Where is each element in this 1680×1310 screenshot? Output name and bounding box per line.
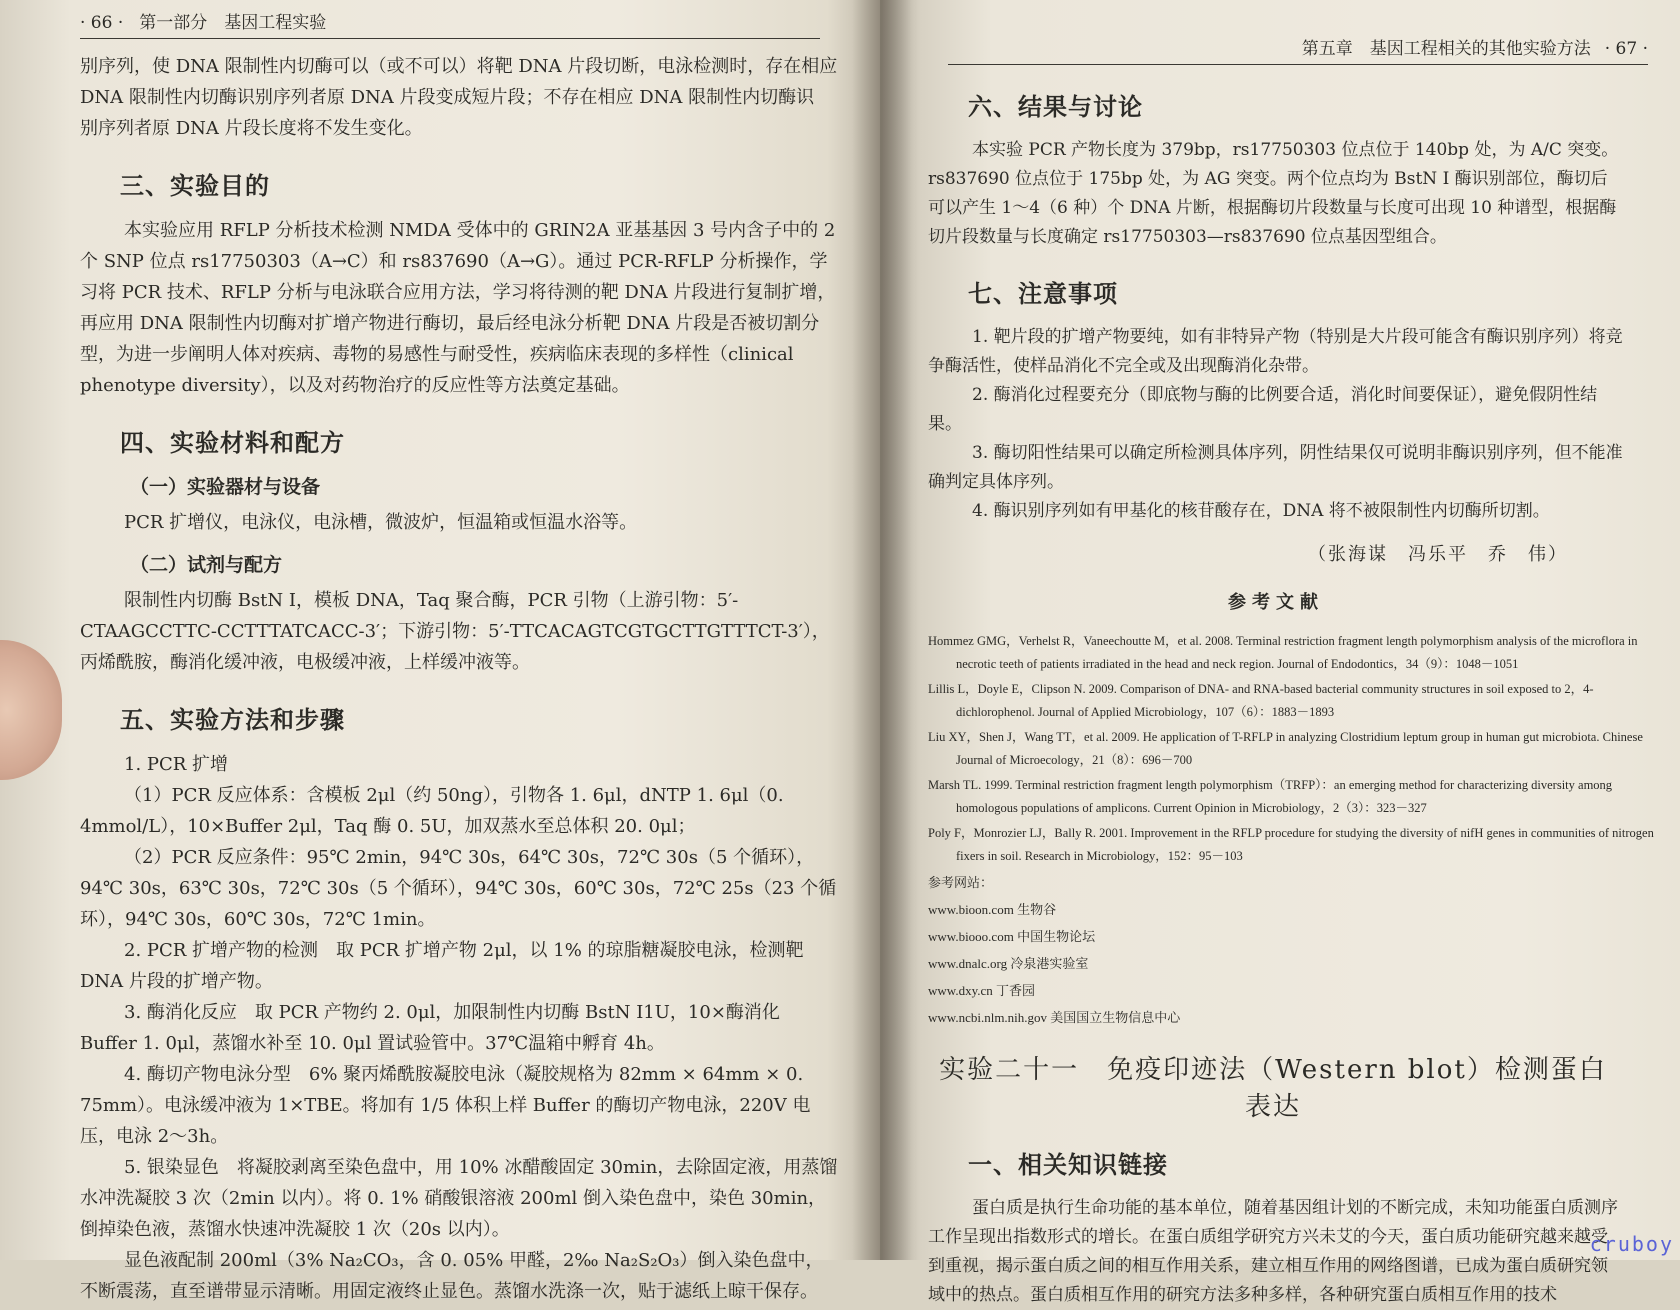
left-running-header bbox=[80, 8, 820, 39]
left-page-number: · 66 · bbox=[80, 13, 124, 33]
section-4-sub2-text: 限制性内切酶 BstN I，模板 DNA，Taq 聚合酶，PCR 引物（上游引物：5′-CTAAGCCTTC-CCTTTATCACC-3′；下游引物：5′-TTCACAGTCGTGCTTGTTTCT-3′），丙烯酰胺，酶消化缓冲液，电极缓冲液，上样缓冲液等。 bbox=[80, 590, 830, 673]
right-chapter-title: 第五章 基因工程相关的其他实验方法 bbox=[1301, 39, 1591, 59]
left-part-title: 第一部分 基因工程实验 bbox=[139, 13, 327, 33]
section-3-heading: 三、实验目的 bbox=[120, 172, 270, 200]
website-item: www.biooo.com 中国生物论坛 bbox=[928, 929, 1096, 944]
right-page bbox=[880, 0, 1680, 1305]
reference-item: Liu XY，Shen J，Wang TT，et al. 2009. He application of T-RFLP in analyzing Clostridium leptum group in human gut microbiota. Chinese Journal of Microecology，21（8）：696－700 bbox=[928, 730, 1643, 767]
step-para: （2）PCR 反应条件：95℃ 2min，94℃ 30s，64℃ 30s，72℃ 30s（5 个循环），94℃ 30s，63℃ 30s，72℃ 30s（5 个循环），94℃ 30s，60℃ 30s，72℃ 25s（23 个循环），94℃ 30s，60℃ 30s，72℃ 1min。 bbox=[80, 847, 837, 930]
references-heading: 参考文献 bbox=[1228, 592, 1324, 613]
step-para: 2. PCR 扩增产物的检测 取 PCR 扩增产物 2μl，以 1% 的琼脂糖凝胶电泳，检测靶 DNA 片段的扩增产物。 bbox=[80, 940, 804, 992]
step-para: （1）PCR 反应体系：含模板 2μl（约 50ng），引物各 1. 6μl，dNTP 1. 6μl（0. 4mmol/L），10×Buffer 2μl，Taq 酶 0. 5U，加双蒸水至总体积 20. 0μl； bbox=[80, 785, 784, 837]
experiment-21-title: 实验二十一 免疫印迹法（Western blot）检测蛋白表达 bbox=[939, 1055, 1607, 1122]
section-5-heading: 五、实验方法和步骤 bbox=[120, 706, 345, 734]
caution-item: 1. 靶片段的扩增产物要纯，如有非特异产物（特别是大片段可能含有酶识别序列）将竞争酶活性，使样品消化不完全或及出现酶消化杂带。 bbox=[928, 327, 1623, 376]
step-para: 显色液配制 200ml（3% Na₂CO₃，含 0. 05% 甲醛，2‰ Na₂S₂O₃）倒入染色盘中，不断震荡，直至谱带显示清晰。用固定液终止显色。蒸馏水洗涤一次，贴于滤纸上晾干保存。 bbox=[80, 1250, 824, 1302]
website-item: www.dxy.cn 丁香园 bbox=[928, 983, 1035, 998]
experiment-21-section-1-text: 蛋白质是执行生命功能的基本单位，随着基因组计划的不断完成，未知功能蛋白质测序工作呈现出指数形式的增长。在蛋白质组学研究方兴未艾的今天，蛋白质功能研究越来越受到重视，揭示蛋白质之间的相互作用关系，建立相互作用的网络图谱，已成为蛋白质研究领域中的热点。蛋白质相互作用的研究方法多种多样，各种研究蛋白质相互作用的技术 bbox=[928, 1198, 1618, 1305]
website-item: www.ncbi.nlm.nih.gov 美国国立生物信息中心 bbox=[928, 1010, 1181, 1025]
watermark: cruboy bbox=[1589, 1232, 1674, 1256]
reference-item: Marsh TL. 1999. Terminal restriction fragment length polymorphism（TRFP）：an emerging method for characterizing diversity among homologous populations of amplicons. Current Opinion in Microbiology，2（3）：323－327 bbox=[928, 778, 1613, 815]
websites-label: 参考网站： bbox=[928, 876, 994, 891]
section-4-sub2-heading: （二）试剂与配方 bbox=[130, 554, 283, 576]
section-6-text: 本实验 PCR 产物长度为 379bp，rs17750303 位点位于 140bp 处，为 A/C 突变。rs837690 位点位于 175bp 处，为 AG 突变。两个位点均为 BstN I 酶识别部位，酶切后可以产生 1～4（6 种）个 DNA 片断，根据酶切片段数量与长度可出现 10 种谱型，根据酶切片段数量与长度确定 rs17750303—rs837690 位点基因型组合。 bbox=[928, 140, 1619, 247]
intro-line-2: DNA 限制性内切酶识别序列者原 DNA 片段变成短片段；不存在相应 DNA 限制性内切酶识 bbox=[80, 87, 815, 108]
section-4-heading: 四、实验材料和配方 bbox=[120, 429, 345, 457]
authors: （张海谋 冯乐平 乔 伟） bbox=[1308, 544, 1568, 565]
intro-line-3: 别序列者原 DNA 片段长度将不发生变化。 bbox=[80, 118, 423, 139]
caution-item: 4. 酶识别序列如有甲基化的核苷酸存在，DNA 将不被限制性内切酶所切割。 bbox=[972, 501, 1550, 521]
step-para: 3. 酶消化反应 取 PCR 产物约 2. 0μl，加限制性内切酶 BstN I1U，10×酶消化 Buffer 1. 0μl，蒸馏水补至 10. 0μl 置试验管中。37℃温箱中孵育 4h。 bbox=[80, 1002, 780, 1054]
experiment-21-section-1-heading: 一、相关知识链接 bbox=[968, 1151, 1168, 1179]
step-para: 5. 银染显色 将凝胶剥离至染色盘中，用 10% 冰醋酸固定 30min，去除固定液，用蒸馏水冲洗凝胶 3 次（2min 以内）。将 0. 1% 硝酸银溶液 200ml 倒入染色盘中，染色 30min，倒掉染色液，蒸馏水快速冲洗凝胶 1 次（20s 以内）。 bbox=[80, 1157, 838, 1240]
section-6-heading: 六、结果与讨论 bbox=[968, 93, 1143, 121]
right-running-header bbox=[948, 34, 1648, 65]
reference-item: Lillis L，Doyle E，Clipson N. 2009. Comparison of DNA- and RNA-based bacterial community structures in soil exposed to 2，4-dichlorophenol. Journal of Applied Microbiology，107（6）：1883－1893 bbox=[928, 682, 1594, 719]
website-item: www.dnalc.org 冷泉港实验室 bbox=[928, 956, 1089, 971]
right-page-number: · 67 · bbox=[1604, 39, 1648, 59]
section-3-text: 本实验应用 RFLP 分析技术检测 NMDA 受体中的 GRIN2A 亚基基因 3 号内含子中的 2 个 SNP 位点 rs17750303（A→C）和 rs837690（A→G）。通过 PCR-RFLP 分析操作，学习将 PCR 技术、RFLP 分析与电泳联合应用方法，学习将待测的靶 DNA 片段进行复制扩增，再应用 DNA 限制性内切酶对扩增产物进行酶切，最后经电泳分析靶 DNA 片段是否被切割分型，为进一步阐明人体对疾病、毒物的易感性与耐受性，疾病临床表现的多样性（clinical phenotype diversity），以及对药物治疗的反应性等方法奠定基础。 bbox=[80, 220, 836, 396]
intro-line-1: 别序列，使 DNA 限制性内切酶可以（或不可以）将靶 DNA 片段切断，电泳检测时，存在相应 bbox=[80, 56, 838, 77]
step-para: 4. 酶切产物电泳分型 6% 聚丙烯酰胺凝胶电泳（凝胶规格为 82mm × 64mm × 0. 75mm）。电泳缓冲液为 1×TBE。将加有 1/5 体积上样 Buffer 的酶切产物电泳，220V 电压，电泳 2～3h。 bbox=[80, 1064, 811, 1147]
reference-item: Poly F，Monrozier LJ，Bally R. 2001. Improvement in the RFLP procedure for studying the diversity of nifH genes in communities of nitrogen fixers in soil. Research in Microbiology，152：95－103 bbox=[928, 826, 1654, 863]
section-7-heading: 七、注意事项 bbox=[968, 280, 1118, 308]
caution-item: 3. 酶切阳性结果可以确定所检测具体序列，阴性结果仅可说明非酶识别序列，但不能准确判定具体序列。 bbox=[928, 443, 1623, 492]
section-4-sub1-heading: （一）实验器材与设备 bbox=[130, 476, 321, 498]
step-para: 1. PCR 扩增 bbox=[124, 754, 229, 775]
website-item: www.bioon.com 生物谷 bbox=[928, 902, 1057, 917]
section-4-sub1-text: PCR 扩增仪，电泳仪，电泳槽，微波炉，恒温箱或恒温水浴等。 bbox=[124, 512, 638, 533]
reference-item: Hommez GMG，Verhelst R，Vaneechoutte M，et al. 2008. Terminal restriction fragment length polymorphism analysis of the microflora in necrotic teeth of patients irradiated in the head and neck region. Journal of Endodontics，34（9）：1048－1051 bbox=[928, 634, 1638, 671]
caution-item: 2. 酶消化过程要充分（即底物与酶的比例要合适，消化时间要保证），避免假阴性结果。 bbox=[928, 385, 1598, 434]
